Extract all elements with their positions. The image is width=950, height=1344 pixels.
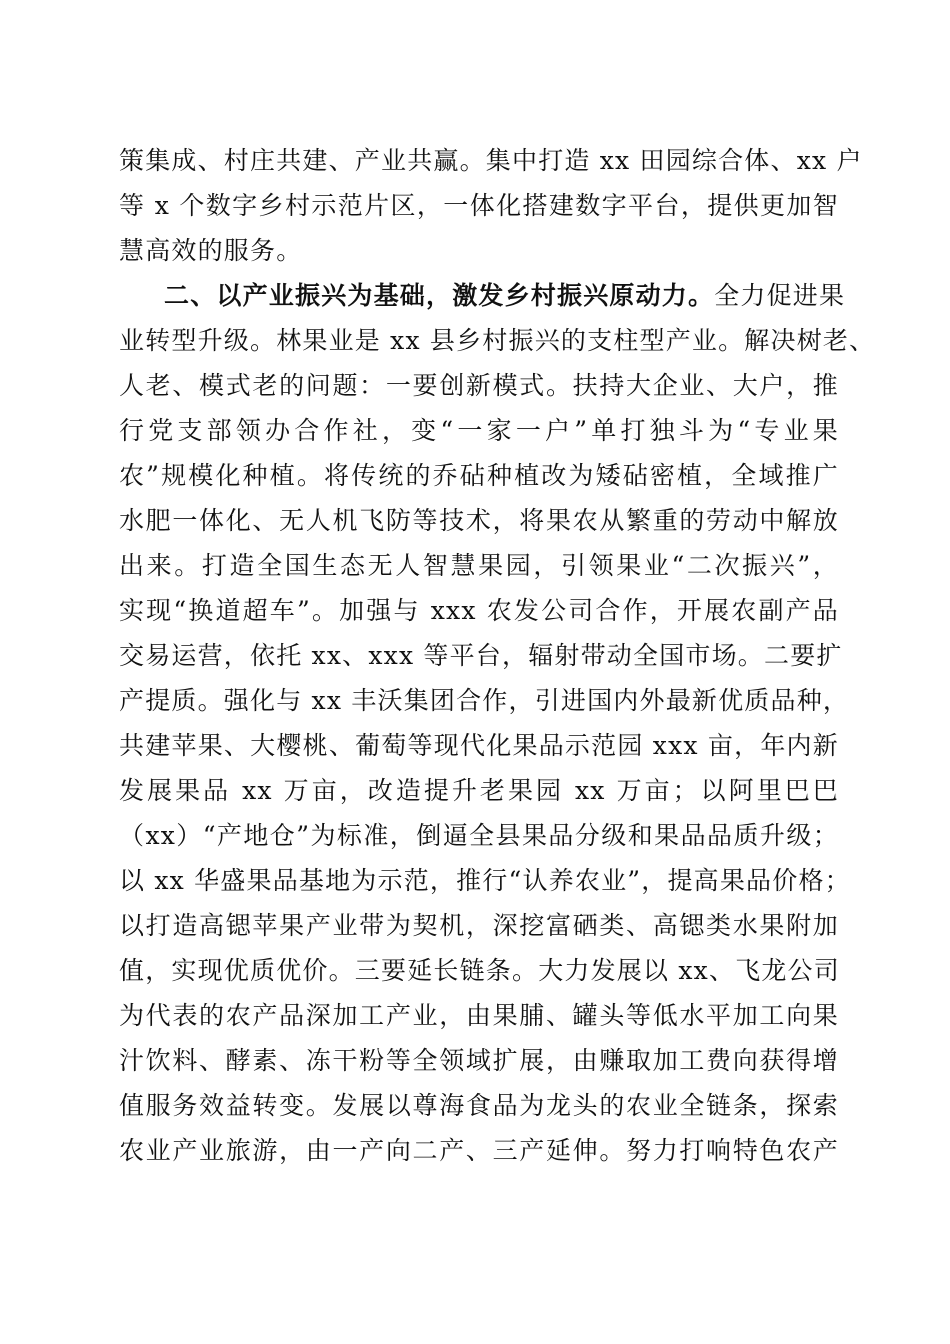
- text-line: 等 x 个数字乡村示范片区，一体化搭建数字平台，提供更加智: [119, 191, 839, 220]
- text-line: 人老、模式老的问题：一要创新模式。扶持大企业、大户，推: [119, 371, 839, 400]
- text-line: 共建苹果、大樱桃、葡萄等现代化果品示范园 xxx 亩，年内新: [119, 731, 839, 760]
- section-heading-line: [164, 276, 846, 316]
- text-line: 实现“换道超车”。加强与 xxx 农发公司合作，开展农副产品: [119, 596, 839, 625]
- text-line: 水肥一体化、无人机飞防等技术，将果农从繁重的劳动中解放: [119, 506, 839, 535]
- text-line: 以打造高锶苹果产业带为契机，深挖富硒类、高锶类水果附加: [119, 911, 839, 940]
- text-line: 出来。打造全国生态无人智慧果园，引领果业“二次振兴”，: [119, 551, 839, 580]
- text-line: 汁饮料、酵素、冻干粉等全领域扩展，由赚取加工费向获得增: [119, 1046, 839, 1075]
- text-line: 发展果品 xx 万亩，改造提升老果园 xx 万亩；以阿里巴巴: [119, 776, 839, 805]
- text-line: 农”规模化种植。将传统的乔砧种植改为矮砧密植，全域推广: [119, 461, 839, 490]
- text-line: 值，实现优质优价。三要延长链条。大力发展以 xx、飞龙公司: [119, 956, 840, 985]
- text-line: 农业产业旅游，由一产向二产、三产延伸。努力打响特色农产: [119, 1136, 839, 1165]
- text-line: 慧高效的服务。: [119, 236, 303, 265]
- text-line: 行党支部领办合作社，变“一家一户”单打独斗为“专业果: [119, 416, 839, 445]
- section-heading: 二、以产业振兴为基础，激发乡村振兴原动力。: [164, 281, 715, 310]
- text-line: 策集成、村庄共建、产业共赢。集中打造 xx 田园综合体、xx 户: [119, 146, 863, 175]
- text-line: 为代表的农产品深加工产业，由果脯、罐头等低水平加工向果: [119, 1001, 839, 1030]
- text-line: 值服务效益转变。发展以尊海食品为龙头的农业全链条，探索: [119, 1091, 839, 1120]
- text-line: （xx）“产地仓”为标准，倒逼全县果品分级和果品品质升级；: [119, 821, 839, 850]
- text-fragment: 全力促进果: [714, 281, 846, 310]
- text-line: 产提质。强化与 xx 丰沃集团合作，引进国内外最新优质品种，: [119, 686, 850, 715]
- text-line: 交易运营，依托 xx、xxx 等平台，辐射带动全国市场。二要扩: [119, 641, 843, 670]
- text-line: 以 xx 华盛果品基地为示范，推行“认养农业”，提高果品价格；: [119, 866, 851, 895]
- text-line: 业转型升级。林果业是 xx 县乡村振兴的支柱型产业。解决树老、: [119, 326, 876, 355]
